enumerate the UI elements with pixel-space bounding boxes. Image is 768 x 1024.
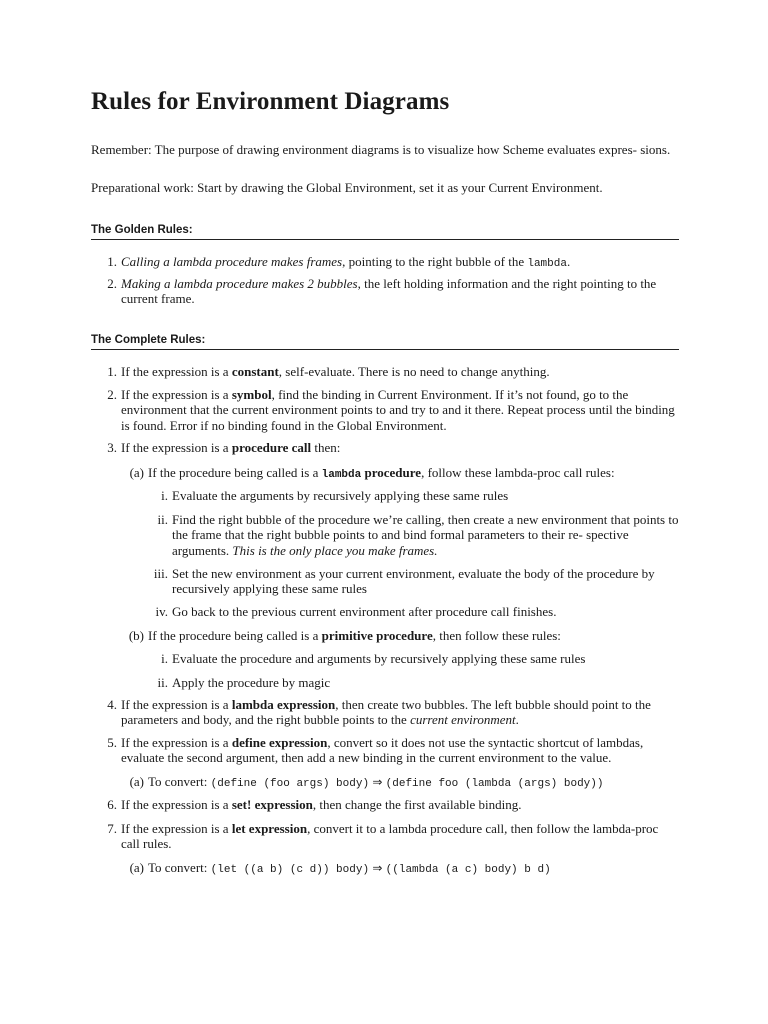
intro-prep: Preparational work: Start by drawing the Global Environment, set it as your Current Environment. xyxy=(91,180,603,195)
section-divider xyxy=(91,349,679,350)
golden-rules-section xyxy=(91,223,679,240)
golden-rules-heading: The Golden Rules: xyxy=(91,224,193,236)
complete-rules-section xyxy=(91,333,679,350)
complete-rules-heading: The Complete Rules: xyxy=(91,334,206,346)
page-title: Rules for Environment Diagrams xyxy=(91,88,450,115)
section-divider xyxy=(91,239,679,240)
intro-remember: Remember: The purpose of drawing environment diagrams is to visualize how Scheme evaluates expres- sions. xyxy=(91,142,671,157)
